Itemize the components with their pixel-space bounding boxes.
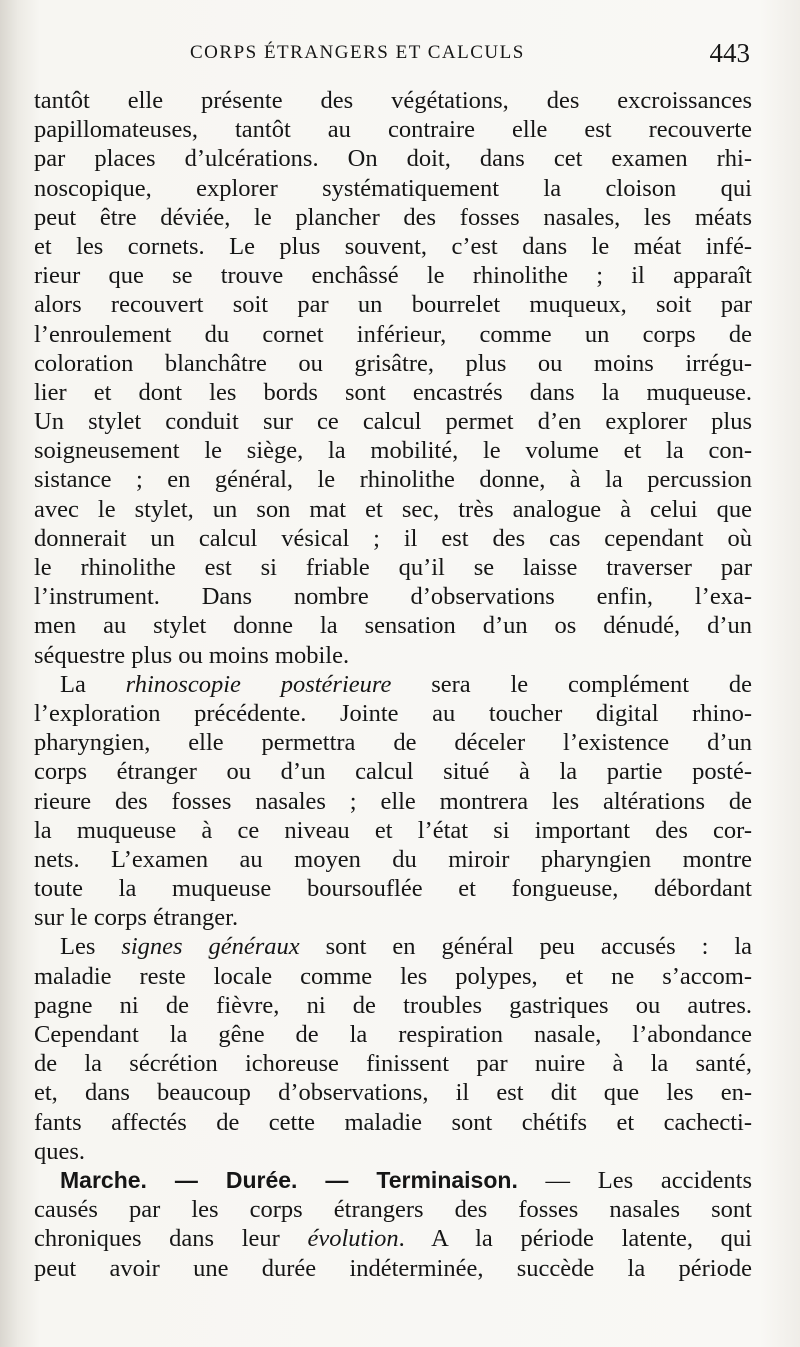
text-line (34, 816, 752, 845)
text-line (34, 144, 752, 173)
line-text: sont en général peu accusés : la (299, 933, 753, 961)
text-line (34, 1049, 752, 1078)
text-line (34, 757, 752, 786)
line-text: rieur que se trouve enchâssé le rhinolithe ; il apparaît (34, 262, 752, 290)
text-line (34, 203, 752, 232)
text-line (34, 1137, 752, 1166)
line-text: le rhinolithe est si friable qu’il se laisse traverser par (34, 554, 752, 581)
text-line (34, 1254, 752, 1283)
line-text: soigneusement le siège, la mobilité, le volume et la con- (34, 437, 752, 465)
italic-term: rhinoscopie postérieure (125, 670, 392, 698)
line-text: pagne ni de fièvre, ni de troubles gastriques ou autres. (34, 991, 752, 1019)
line-text: . A la période latente, qui (398, 1225, 752, 1253)
text-line (34, 1224, 752, 1253)
line-text: maladie reste locale comme les polypes, et ne s’accom- (34, 962, 752, 990)
line-text: et les cornets. Le plus souvent, c’est dans le méat infé- (34, 232, 752, 260)
line-text: sistance ; en général, le rhinolithe donne, à la percussion (34, 466, 752, 494)
line-text: peut être déviée, le plancher des fosses nasales, les méats (34, 203, 752, 231)
page-number: 443 (709, 38, 750, 68)
line-text: de la sécrétion ichoreuse finissent par nuire à la santé, (34, 1050, 752, 1078)
text-line (34, 436, 752, 465)
line-text: alors recouvert soit par un bourrelet muqueux, soit par (34, 291, 752, 319)
text-line (34, 962, 752, 991)
line-text: peut avoir une durée indéterminée, succède la période (34, 1254, 752, 1282)
line-text: l’exploration précédente. Jointe au toucher digital rhino- (34, 699, 752, 727)
text-line (34, 874, 752, 903)
text-line (34, 582, 752, 611)
text-line (34, 903, 752, 932)
section-heading: Marche. — Durée. — Terminaison. (60, 1166, 518, 1193)
line-text: Cependant la gêne de la respiration nasale, l’abondance (34, 1021, 752, 1048)
line-text: men au stylet donne la sensation d’un os dénudé, d’un (34, 612, 752, 640)
line-text: Les (60, 933, 122, 961)
text-line (34, 290, 752, 319)
text-line (34, 1078, 752, 1107)
text-line (34, 932, 752, 961)
text-line (34, 699, 752, 728)
text-line (34, 465, 752, 494)
body-text (34, 86, 752, 1283)
line-text: coloration blanchâtre ou grisâtre, plus ou moins irrégu- (34, 349, 752, 377)
text-line (34, 553, 752, 582)
line-text: — Les accidents (517, 1166, 752, 1194)
text-line (34, 991, 752, 1020)
text-line (34, 407, 752, 436)
line-text: papillomateuses, tantôt au contraire elle est recouverte (34, 116, 752, 144)
line-text: par places d’ulcérations. On doit, dans cet examen rhi- (34, 145, 752, 173)
line-text: l’enroulement du cornet inférieur, comme un corps de (34, 320, 752, 348)
text-line (34, 728, 752, 757)
line-text: fants affectés de cette maladie sont chétifs et cachecti- (34, 1108, 752, 1136)
text-line (34, 787, 752, 816)
line-text: noscopique, explorer systématiquement la cloison qui (34, 174, 752, 202)
line-text: Un stylet conduit sur ce calcul permet d’en explorer plus (34, 408, 752, 436)
line-text: nets. L’examen au moyen du miroir pharyngien montre (34, 845, 752, 873)
text-line (34, 174, 752, 203)
text-line (34, 495, 752, 524)
line-text: toute la muqueuse boursouflée et fongueuse, débordant (34, 875, 752, 903)
line-text: chroniques dans leur (34, 1225, 308, 1253)
text-line (34, 349, 752, 378)
line-text: lier et dont les bords sont encastrés dans la muqueuse. (34, 378, 752, 406)
line-text: donnerait un calcul vésical ; il est des cas cependant où (34, 524, 752, 552)
line-text: tantôt elle présente des végétations, des excroissances (34, 87, 752, 114)
text-line (34, 845, 752, 874)
text-line (34, 320, 752, 349)
text-line (34, 1108, 752, 1137)
line-text: l’instrument. Dans nombre d’observations enfin, l’exa- (34, 583, 752, 611)
line-text: La (60, 670, 126, 698)
text-line (34, 611, 752, 640)
line-text: sera le complément de (391, 670, 752, 698)
running-title: CORPS ÉTRANGERS ET CALCULS (190, 42, 525, 63)
line-text: pharyngien, elle permettra de déceler l’existence d’un (34, 729, 752, 757)
page-header (0, 38, 800, 72)
text-line (34, 261, 752, 290)
italic-term: signes généraux (121, 933, 300, 961)
italic-term: évolution (307, 1225, 399, 1253)
text-line (34, 524, 752, 553)
text-line (34, 1195, 752, 1224)
line-text: causés par les corps étrangers des fosses nasales sont (34, 1196, 752, 1224)
line-text: rieure des fosses nasales ; elle montrera les altérations de (34, 787, 752, 815)
text-line (34, 86, 752, 115)
line-text: séquestre plus ou moins mobile. (34, 641, 350, 669)
text-line (34, 115, 752, 144)
text-line (34, 641, 752, 670)
text-line (34, 1166, 752, 1195)
text-line (34, 670, 752, 699)
line-text: la muqueuse à ce niveau et l’état si important des cor- (34, 816, 752, 844)
line-text: corps étranger ou d’un calcul situé à la partie posté- (34, 758, 752, 786)
text-line (34, 378, 752, 407)
text-line (34, 1020, 752, 1049)
line-text: et, dans beaucoup d’observations, il est dit que les en- (34, 1079, 752, 1107)
line-text: avec le stylet, un son mat et sec, très analogue à celui que (34, 495, 752, 523)
text-line (34, 232, 752, 261)
line-text: ques. (34, 1137, 86, 1165)
line-text: sur le corps étranger. (34, 904, 239, 932)
